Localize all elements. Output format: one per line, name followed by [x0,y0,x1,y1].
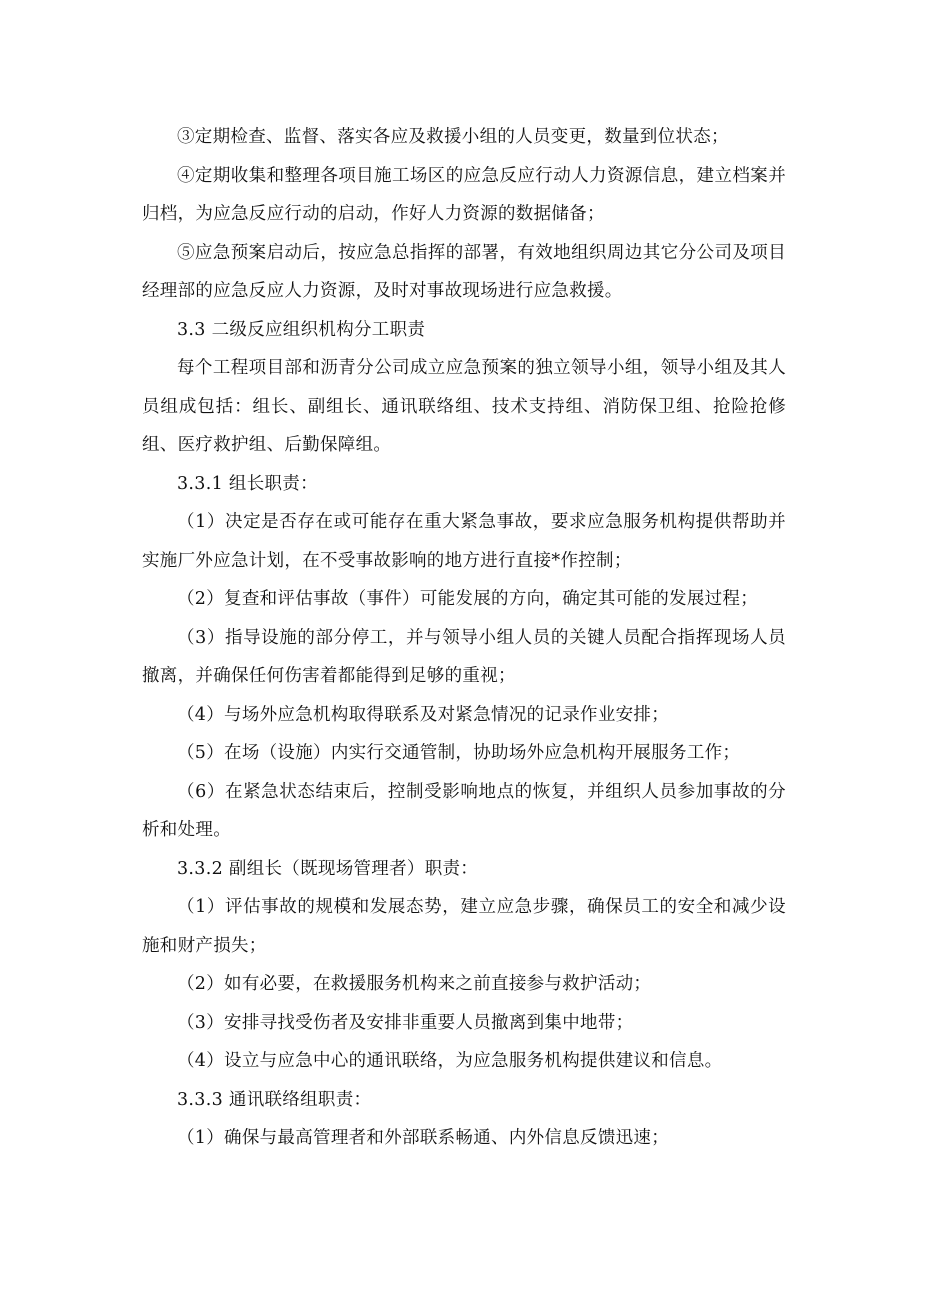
leader-duty-4: （4）与场外应急机构取得联系及对紧急情况的记录作业安排； [177,704,670,725]
paragraph-item-5: ⑤应急预案启动后，按应急总指挥的部署，有效地组织周边其它分公司及项目经理部的应急反应人力资源，及时对事故现场进行应急救援。 [142,242,786,301]
paragraph-item-3: ③定期检查、监督、落实各应及救援小组的人员变更，数量到位状态； [177,127,729,147]
leader-duty-5: （5）在场（设施）内实行交通管制，协助场外应急机构开展服务工作； [177,743,741,763]
paragraph-item-4: ④定期收集和整理各项目施工场区的应急反应行动人力资源信息，建立档案并归档，为应急反应行动的启动，作好人力资源的数据储备； [142,165,786,224]
comms-duty-1: （1）确保与最高管理者和外部联系畅通、内外信息反馈迅速； [177,1128,670,1148]
leader-duty-1: （1）决定是否存在或可能存在重大紧急事故，要求应急服务机构提供帮助并实施厂外应急计划，在不受事故影响的地方进行直接*作控制； [142,512,786,571]
paragraph-leadership-group: 每个工程项目部和沥青分公司成立应急预案的独立领导小组，领导小组及其人员组成包括：组长、副组长、通讯联络组、技术支持组、消防保卫组、抢险抢修组、医疗救护组、后勤保障组。 [142,358,786,455]
deputy-duty-4: （4）设立与应急中心的通讯联络，为应急服务机构提供建议和信息。 [177,1051,723,1071]
leader-duty-3: （3）指导设施的部分停工，并与领导小组人员的关键人员配合指挥现场人员撤离，并确保任何伤害着都能得到足够的重视； [142,627,786,686]
section-heading-3-3-2: 3.3.2 副组长（既现场管理者）职责： [177,858,479,879]
document-body [142,118,786,1158]
leader-duty-6: （6）在紧急状态结束后，控制受影响地点的恢复，并组织人员参加事故的分析和处理。 [142,781,786,840]
section-heading-3-3-1: 3.3.1 组长职责： [177,473,318,494]
deputy-duty-3: （3）安排寻找受伤者及安排非重要人员撤离到集中地带； [177,1012,634,1033]
section-heading-3-3-3: 3.3.3 通讯联络组职责： [177,1089,372,1110]
leader-duty-2: （2）复查和评估事故（事件）可能发展的方向，确定其可能的发展过程； [177,589,759,609]
section-heading-3-3: 3.3 二级反应组织机构分工职责 [177,319,426,340]
deputy-duty-2: （2）如有必要，在救援服务机构来之前直接参与救护活动； [177,974,652,994]
deputy-duty-1: （1）评估事故的规模和发展态势，建立应急步骤，确保员工的安全和减少设施和财产损失； [142,897,786,956]
